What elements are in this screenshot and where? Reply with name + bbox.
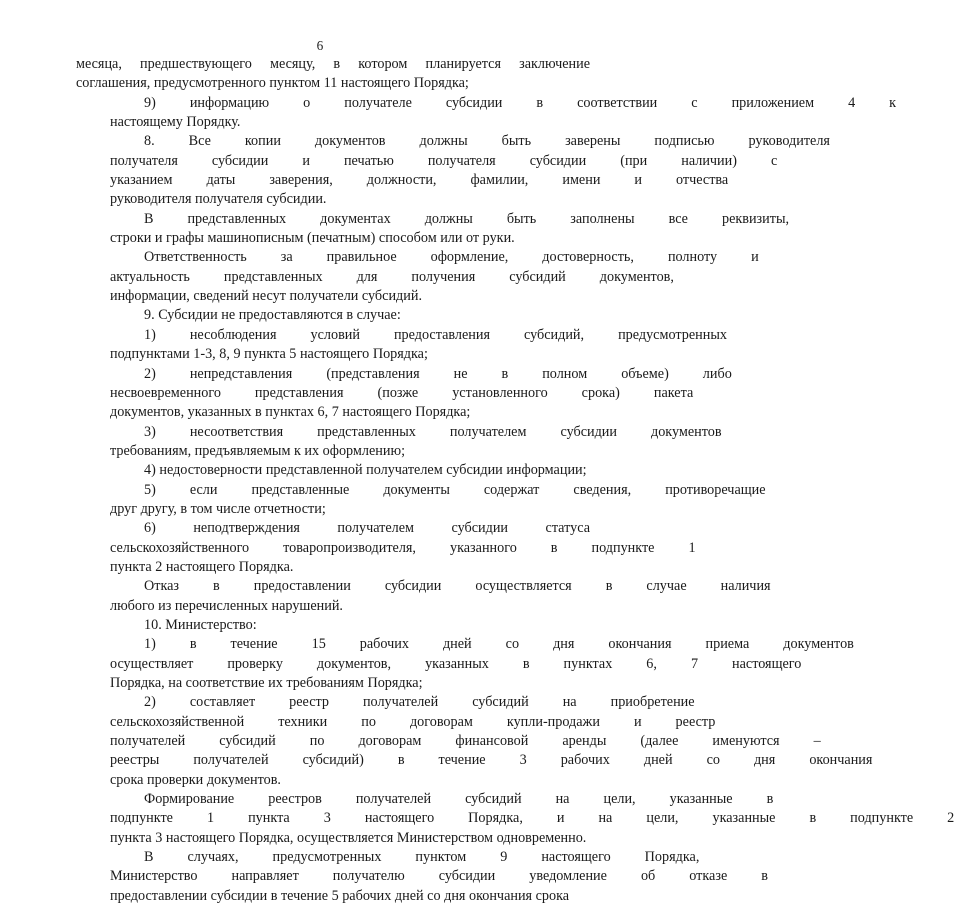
text-line: информации, сведений несут получатели субсидий. [110,288,422,305]
text-line: несвоевременного представления (позже установленного срока) пакета [110,384,694,401]
text-line: руководителя получателя субсидии. [110,191,327,208]
text-line: месяца, предшествующего месяцу, в котором планируется заключение [76,56,590,72]
text-line: актуальность представленных для получения субсидий документов, [110,268,674,285]
paragraph [76,790,954,848]
text-line: указанием даты заверения, должности, фамилии, имени и отчества [110,172,729,189]
text-line: В представленных документах должны быть заполнены все реквизиты, [144,210,790,227]
text-line: осуществляет проверку документов, указанных в пунктах 6, 7 настоящего [110,655,802,672]
paragraph [76,635,854,693]
text-line: получателя субсидии и печатью получателя субсидии (при наличии) с [110,152,778,169]
text-line: 9. Субсидии не предоставляются в случае: [144,307,401,324]
paragraph [76,519,696,577]
text-line: сельскохозяйственной техники по договорам купли-продажи и реестр [110,713,716,730]
text-line: пункта 3 настоящего Порядка, осуществляется Министерством одновременно. [110,829,587,846]
text-line: предоставлении субсидии в течение 5 рабочих дней со дня окончания срока [110,887,570,904]
text-line: 3) несоответствия представленных получателем субсидии документов [144,423,722,440]
text-line: пункта 2 настоящего Порядка. [110,558,294,575]
paragraph [76,693,873,790]
paragraph [76,94,897,133]
text-line: подпунктами 1-3, 8, 9 пункта 5 настоящего Порядка; [110,346,428,363]
paragraph [76,577,771,616]
text-line: срока проверки документов. [110,771,281,788]
text-line: 10. Министерство: [144,616,257,633]
text-line: Порядка, на соответствие их требованиям Порядка; [110,675,423,691]
text-line: любого из перечисленных нарушений. [110,597,343,614]
text-line: 5) если представленные документы содержат сведения, противоречащие [144,481,766,498]
paragraph [76,423,722,462]
text-line: соглашения, предусмотренного пунктом 11 настоящего Порядка; [76,75,469,92]
text-line: 9) информацию о получателе субсидии в соответствии с приложением 4 к [144,94,897,111]
text-line: 1) в течение 15 рабочих дней со дня окончания приема документов [144,636,854,653]
text-line: требованиям, предъявляемым к их оформлению; [110,442,406,459]
text-line: Ответственность за правильное оформление, достоверность, полноту и [144,249,759,266]
text-line: Формирование реестров получателей субсидий на цели, указанные в [144,791,774,808]
text-line: 1) несоблюдения условий предоставления субсидий, предусмотренных [144,326,727,343]
text-line: 2) непредставления (представления не в полном объеме) либо [144,365,732,382]
text-line: Министерство направляет получателю субсидии уведомление об отказе в [110,868,768,885]
paragraph [76,365,732,423]
paragraph [76,326,727,365]
paragraph [76,616,590,635]
text-line: реестры получателей субсидий) в течение 3 рабочих дней со дня окончания [110,752,873,769]
text-line: документов, указанных в пунктах 6, 7 настоящего Порядка; [110,404,471,421]
paragraph [76,248,759,306]
document-body [76,55,954,906]
text-line: 4) недостоверности представленной получателем субсидии информации; [144,462,587,479]
paragraph [76,132,830,209]
paragraph [76,210,790,249]
paragraph [76,306,590,325]
text-line: подпункте 1 пункта 3 настоящего Порядка, и на цели, указанные в подпункте 2 [110,810,954,827]
text-line: 8. Все копии документов должны быть заверены подписью руководителя [144,133,830,150]
paragraph [76,55,590,94]
page-number: 6 [316,38,324,53]
text-line: строки и графы машинописным (печатным) способом или от руки. [110,230,515,247]
text-line: 6) неподтверждения получателем субсидии статуса [144,520,590,537]
text-line: настоящему Порядку. [110,114,241,131]
paragraph [76,481,766,520]
paragraph [76,848,768,906]
text-line: друг другу, в том числе отчетности; [110,500,326,517]
text-line: Отказ в предоставлении субсидии осуществляется в случае наличия [144,578,771,595]
text-line: сельскохозяйственного товаропроизводителя, указанного в подпункте 1 [110,539,696,556]
text-line: 2) составляет реестр получателей субсидий на приобретение [144,694,695,711]
text-line: получателей субсидий по договорам финансовой аренды (далее именуются – [110,733,821,750]
text-line: В случаях, предусмотренных пунктом 9 настоящего Порядка, [144,849,700,866]
paragraph [76,461,590,480]
